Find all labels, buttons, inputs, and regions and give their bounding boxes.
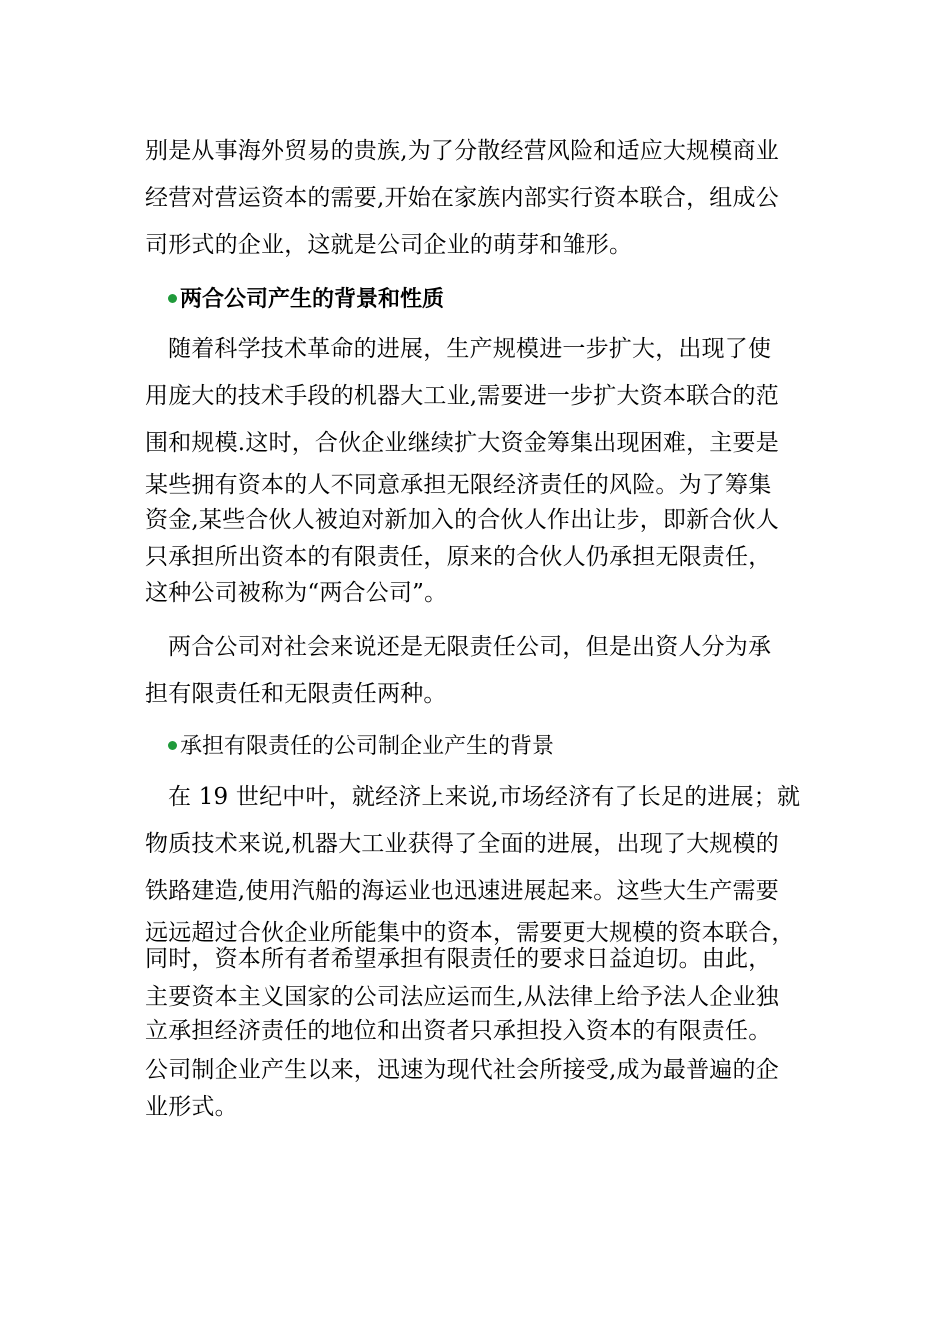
- para3-line-9: 业形式。: [145, 1094, 238, 1120]
- para2-line-1: 两合公司对社会来说还是无限责任公司，但是出资人分为承: [168, 634, 772, 660]
- para3-line-2: 物质技术来说,机器大工业获得了全面的进展，出现了大规模的: [145, 831, 779, 857]
- section-heading-1: [168, 284, 444, 314]
- bullet-icon: [168, 294, 177, 303]
- intro-line-1: 别是从事海外贸易的贵族,为了分散经营风险和适应大规模商业: [145, 138, 779, 164]
- para1-line-4: 某些拥有资本的人不同意承担无限经济责任的风险。为了筹集: [145, 472, 772, 498]
- para3-line-3: 铁路建造,使用汽船的海运业也迅速进展起来。这些大生产需要: [145, 878, 779, 904]
- para3-line-8: 公司制企业产生以来，迅速为现代社会所接受,成为最普遍的企: [145, 1057, 779, 1083]
- para3-line-1: 在 19 世纪中叶，就经济上来说,市场经济有了长足的进展；就: [168, 784, 801, 810]
- section-heading-2: [168, 732, 554, 762]
- para2-line-2: 担有限责任和无限责任两种。: [145, 681, 447, 707]
- intro-line-3: 司形式的企业，这就是公司企业的萌芽和雏形。: [145, 232, 633, 258]
- para1-line-1: 随着科学技术革命的进展，生产规模进一步扩大，出现了使: [168, 336, 772, 362]
- para1-line-2: 用庞大的技术手段的机器大工业,需要进一步扩大资本联合的范: [145, 383, 779, 409]
- para1-line-3: 围和规模.这时，合伙企业继续扩大资金筹集出现困难，主要是: [145, 430, 779, 456]
- para1-line-7: 这种公司被称为“两合公司”。: [145, 580, 448, 606]
- intro-line-2: 经营对营运资本的需要,开始在家族内部实行资本联合，组成公: [145, 185, 779, 211]
- para3-line-4: 远远超过合伙企业所能集中的资本，需要更大规模的资本联合，: [145, 920, 795, 946]
- para3-line-6: 主要资本主义国家的公司法应运而生,从法律上给予法人企业独: [145, 984, 779, 1010]
- section-heading-1-text: 两合公司产生的背景和性质: [180, 286, 445, 312]
- para3-line-7: 立承担经济责任的地位和出资者只承担投入资本的有限责任。: [145, 1018, 772, 1044]
- bullet-icon: [168, 741, 177, 750]
- para1-line-6: 只承担所出资本的有限责任，原来的合伙人仍承担无限责任，: [145, 544, 772, 570]
- para1-line-5: 资金,某些合伙人被迫对新加入的合伙人作出让步，即新合伙人: [145, 507, 779, 533]
- section-heading-2-text: 承担有限责任的公司制企业产生的背景: [180, 734, 555, 759]
- para3-line-5: 同时，资本所有者希望承担有限责任的要求日益迫切。由此，: [145, 946, 772, 972]
